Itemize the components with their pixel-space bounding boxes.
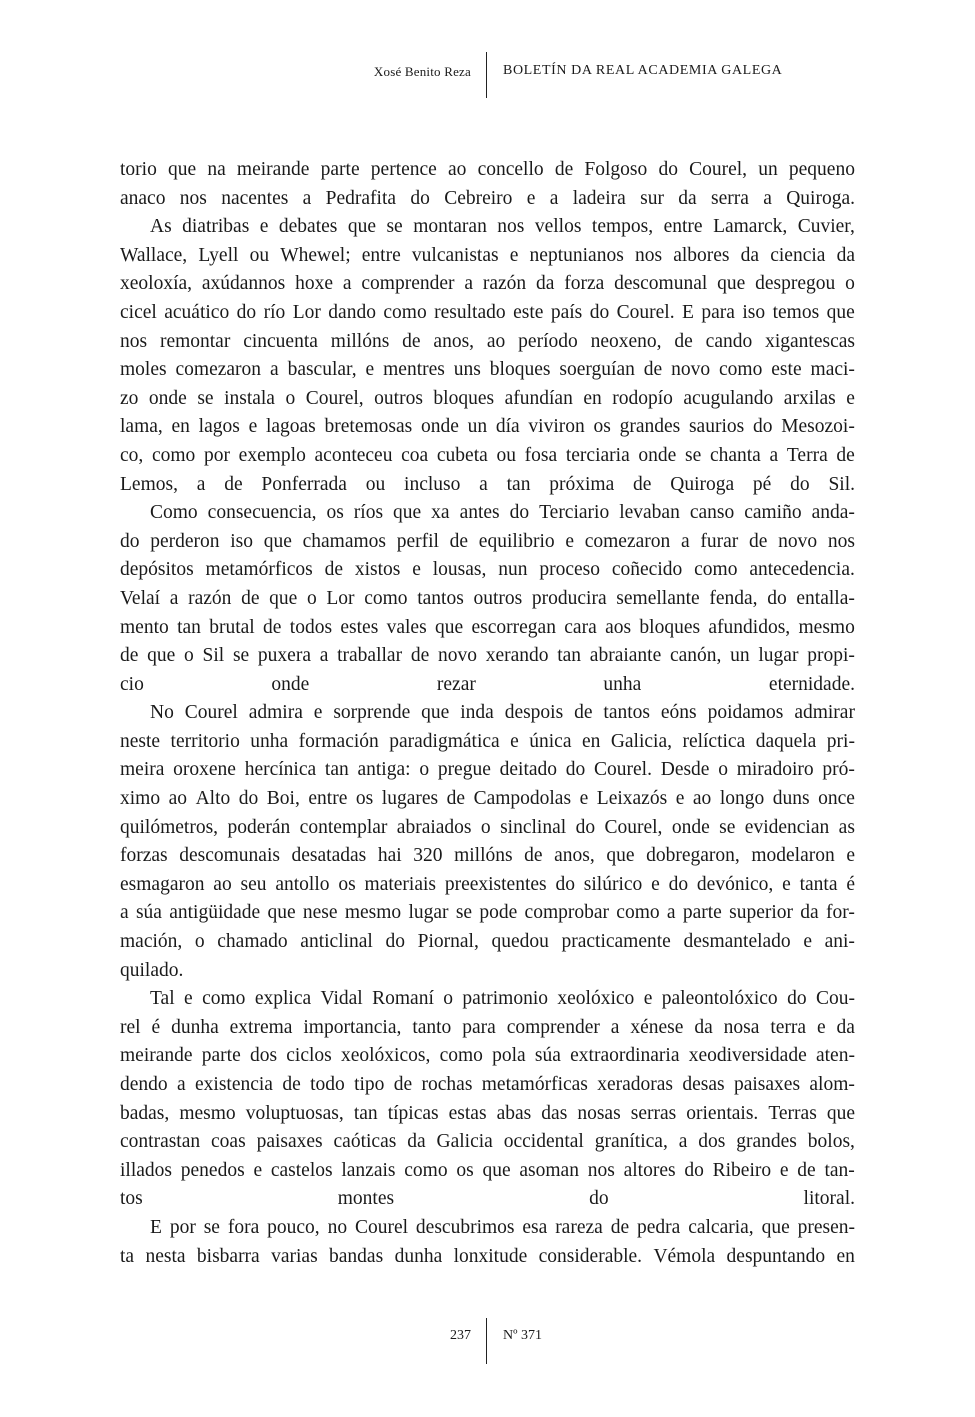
text-line: mación, o chamado anticlinal do Piornal, quedou practicamente desmantelado e ani- [120,931,855,953]
text-line: de que o Sil se puxera a traballar de novo xerando tan abraiante canón, un lugar propi- [120,645,855,667]
paragraph [120,699,855,985]
text-line: depósitos metamórficos de xistos e lousas, nun proceso coñecido como antecedencia. [120,559,855,581]
paragraph [120,499,855,699]
text-line: contrastan coas paisaxes caóticas da Galicia occidental granítica, a dos grandes bolos, [120,1131,855,1153]
text-line: Velaí a razón de que o Lor como tantos outros producira semellante fenda, do entalla- [120,587,855,609]
text-line: xeoloxía, axúdannos hoxe a comprender a razón da forza descomunal que despregou o [120,273,855,295]
header-journal-title: BOLETÍN DA REAL ACADEMIA GALEGA [503,63,783,78]
running-header [0,52,975,98]
text-line: co, como por exemplo aconteceu coa cubeta ou fosa terciaria onde se chanta a Terra de [120,444,855,466]
article-body [120,156,855,1271]
text-line: nos remontar cincuenta millóns de anos, ao período neoxeno, de cando xigantescas [120,330,855,352]
paragraph [120,156,855,213]
text-line: As diatribas e debates que se montaran nos vellos tempos, entre Lamarck, Cuvier, [150,216,855,238]
text-line: neste territorio unha formación paradigmática e única en Galicia, relíctica daquela pri- [120,730,855,752]
text-line: E por se fora pouco, no Courel descubrimos esa rareza de pedra calcaria, que presen- [150,1216,855,1238]
text-line: ta nesta bisbarra varias bandas dunha lonxitude considerable. Vémola despuntando en [120,1245,855,1267]
text-line: mento tan brutal de todos estes vales que escorregan cara aos bloques afundidos, mesmo [120,616,855,638]
text-line: quilado. [120,959,184,981]
running-footer [0,1318,975,1364]
text-line: meira oroxene hercínica tan antiga: o pregue deitado do Courel. Desde o miradoiro pró- [120,759,855,781]
text-line: Wallace, Lyell ou Whewel; entre vulcanistas e neptunianos nos albores da ciencia da [120,244,855,266]
paragraph [120,1214,855,1271]
text-line: zo onde se instala o Courel, outros bloques afundían en rodopío acugulando arxilas e [120,387,855,409]
text-line: Tal e como explica Vidal Romaní o patrimonio xeolóxico e paleontolóxico do Cou- [150,988,855,1010]
text-line: esmagaron ao seu antollo os materiais preexistentes do silúrico e do devónico, e tanta é [120,873,855,895]
text-line: tos montes do litoral. [120,1188,855,1210]
header-author: Xosé Benito Reza [373,64,471,79]
text-line: a súa antigüidade que nese mesmo lugar se pode comprobar como a parte superior da for- [120,902,855,924]
text-line: do perderon iso que chamamos perfil de equilibrio e comezaron a furar de novo nos [120,530,855,552]
text-line: torio que na meirande parte pertence ao concello de Folgoso do Courel, un pequeno [120,159,855,180]
text-line: forzas descomunais desatadas hai 320 millóns de anos, que dobregaron, modelaron e [120,845,855,867]
text-line: cio onde rezar unha eternidade. [120,673,855,695]
text-line: cicel acuático do río Lor dando como resultado este país do Courel. E para iso temos que [120,301,855,323]
header-divider [486,52,487,98]
text-line: dendo a existencia de todo tipo de rochas metamórficas xeradoras desas paisaxes alom- [120,1074,855,1095]
paragraph [120,213,855,499]
text-line: ximo ao Alto do Boi, entre os lugares de Campodolas e Leixazós e ao longo duns once [120,788,855,810]
text-line: Lemos, a de Ponferrada ou incluso a tan próxima de Quiroga pé do Sil. [120,473,855,495]
paragraph [120,985,855,1214]
text-line: quilómetros, poderán contemplar abraiados o sinclinal do Courel, onde se evidencian as [120,816,855,838]
text-line: Como consecuencia, os ríos que xa antes do Terciario levaban canso camiño anda- [150,502,855,524]
text-line: badas, mesmo voluptuosas, tan típicas estas abas das nosas serras orientais. Terras que [120,1102,855,1124]
text-line: No Courel admira e sorprende que inda despois de tantos eóns poidamos admirar [150,702,855,724]
text-line: anaco nos nacentes a Pedrafita do Cebreiro e a ladeira sur da serra a Quiroga. [120,187,855,209]
page-number: 237 [450,1328,471,1343]
text-line: meirande parte dos ciclos xeolóxicos, como pola súa extraordinaria xeodiversidade aten- [120,1045,855,1067]
text-line: illados penedos e castelos lanzais como os que asoman nos altores do Ribeiro e de tan- [120,1159,855,1181]
issue-number: Nº 371 [503,1328,542,1343]
text-line: moles comezaron a bascular, e mentres uns bloques soerguían de novo como este maci- [120,359,855,381]
footer-divider [486,1318,487,1364]
text-line: lama, en lagos e lagoas bretemosas onde un día viviron os grandes saurios do Mesozoi- [120,416,855,438]
text-line: rel é dunha extrema importancia, tanto para comprender a xénese da nosa terra e da [120,1016,855,1038]
